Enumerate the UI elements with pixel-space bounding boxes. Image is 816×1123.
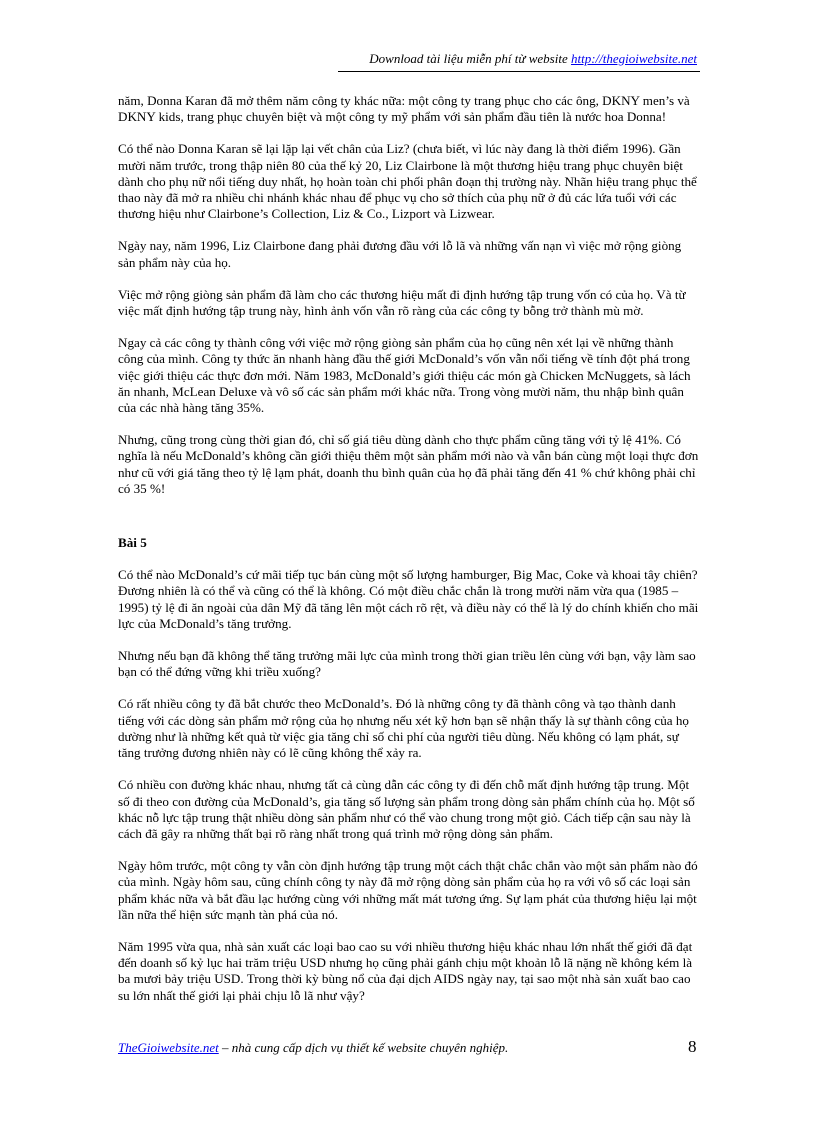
paragraph: Có rất nhiều công ty đã bắt chước theo McDonald’s. Đó là những công ty đã thành công và tạo thành danh tiếng với các dòng sản phẩm mở rộng của họ nhưng nếu xét kỹ hơn bạn sẽ nhận thấy là sự thành công của họ dường như là những kết quả từ việc gia tăng chỉ số chi phí của người tiêu dùng. Nếu không có lạm phát, sự tăng trưởng đương nhiên này có lẽ cũng không thể xảy ra.: [118, 696, 689, 761]
paragraph: Nhưng nếu bạn đã không thể tăng trưởng mãi lực của mình trong thời gian triều lên cùng với bạn, vậy làm sao bạn có thể đứng vững khi triều xuống?: [118, 648, 696, 680]
paragraph: Việc mở rộng giòng sản phẩm đã làm cho các thương hiệu mất đi định hướng tập trung vốn có của họ. Và từ việc mất định hướng tập trung này, hình ảnh vốn vẫn rõ ràng của các công ty bỗng trở thành mù mờ.: [118, 286, 686, 319]
paragraph: Ngay cả các công ty thành công với việc mở rộng giòng sản phẩm của họ cũng nên xét lại về những thành công của mình. Công ty thức ăn nhanh hàng đầu thế giới McDonald’s vốn vẫn nổi tiếng về tính đột phá trong việc giới thiệu các thực đơn mới. Năm 1983, McDonald’s giới thiệu các món gà Chicken McNuggets, sà lách ăn nhanh, McLean Deluxe và vô số các sản phẩm mới khác nữa. Trong vòng mười năm, thu nhập bình quân của các nhà hàng tăng 35%.: [118, 335, 691, 416]
paragraph: Năm 1995 vừa qua, nhà sản xuất các loại bao cao su với nhiều thương hiệu khác nhau lớn nhất thế giới đã đạt đến doanh số kỷ lục hai trăm triệu USD nhưng họ cũng phải gánh chịu một khoản lỗ lã nặng nề không kém là ba mươi bảy triệu USD. Trong thời kỳ bùng nổ của đại dịch AIDS ngày nay, tại sao một nhà sản xuất bao cao su lớn nhất thế giới lại phải chịu lỗ lã như vậy?: [118, 938, 693, 1003]
footer-text: – nhà cung cấp dịch vụ thiết kế website chuyên nghiệp.: [218, 1040, 509, 1055]
paragraph: Có thể nào McDonald’s cứ mãi tiếp tục bán cùng một số lượng hamburger, Big Mac, Coke và khoai tây chiên? Đương nhiên là có thể và cũng có thể là không. Có một điều chắc chắn là trong mười năm vừa qua (1985 – 1995) tỷ lệ đi ăn ngoài của dân Mỹ đã tăng lên một cách rõ rệt, và điều này có thể là lý do chính khiến cho mãi lực của McDonald’s tăng trưởng.: [118, 567, 699, 631]
page-number: 8: [688, 1037, 697, 1056]
document-body: [118, 93, 700, 1004]
footer-link[interactable]: TheGioiwebsite.net: [118, 1040, 219, 1055]
header-link[interactable]: http://thegioiwebsite.net: [570, 51, 697, 66]
page-header: [118, 50, 697, 67]
page-footer: [118, 1039, 700, 1056]
paragraph: Nhưng, cũng trong cùng thời gian đó, chỉ số giá tiêu dùng dành cho thực phẩm cũng tăng với tỷ lệ 41%. Có nghĩa là nếu McDonald’s không cần giới thiệu thêm một sản phẩm mới nào và vẫn bán cùng một loại thực đơn như cũ với giá tăng theo tỷ lệ lạm phát, doanh thu bình quân của họ đã phải tăng đến 41 % chứ không phải chỉ có 35 %!: [118, 432, 699, 496]
header-text: Download tài liệu miễn phí từ website: [369, 51, 571, 66]
header-rule: [338, 71, 700, 72]
paragraph: năm, Donna Karan đã mở thêm năm công ty khác nữa: một công ty trang phục cho các ông, DKNY men’s và DKNY kids, trang phục chuyên biệt và một công ty mỹ phẩm với sản phẩm đầu tiên là nước hoa Donna!: [118, 93, 690, 125]
paragraph: Ngày hôm trước, một công ty vẫn còn định hướng tập trung một cách thật chắc chắn vào một sản phẩm nào đó của mình. Ngày hôm sau, cũng chính công ty này đã mở rộng dòng sản phẩm của họ ra với vô số các loại sản phẩm khác nữa và bắt đầu lạc hướng cùng với những mất mát tương ứng. Sự lạm phát của thương hiệu lại một lần nữa thể hiện sức mạnh tàn phá của nó.: [118, 858, 698, 922]
paragraph: Có nhiều con đường khác nhau, nhưng tất cả cùng dẫn các công ty đi đến chỗ mất định hướng tập trung. Một số đi theo con đường của McDonald’s, gia tăng số lượng sản phẩm trong dòng sản phẩm chính của họ. Một số khác nỗ lực tập trung thật nhiều dòng sản phẩm như có thể vào chung trong một giỏ. Cách tiếp cận sau này là cách đã gây ra những thất bại rõ ràng nhất trong quá trình mở rộng dòng sản phẩm.: [118, 777, 695, 841]
section-heading: Bài 5: [118, 535, 147, 551]
paragraph: Có thể nào Donna Karan sẽ lại lặp lại vết chân của Liz? (chưa biết, vì lúc này đang là thời điểm 1996). Gần mười năm trước, trong thập niên 80 của thế kỷ 20, Liz Clairbone là một thương hiệu trang phục chuyên biệt dành cho phụ nữ nổi tiếng duy nhất, họ hoàn toàn chi phối phân đoạn thị trường này. Nhãn hiệu trang phục thể thao này đã mở ra nhiều chi nhánh khác nhau để phục vụ cho sở thích của phụ nữ ở đủ các lứa tuổi với các thương hiệu như Clairbone’s Collection, Liz & Co., Lizport và Lizwear.: [118, 141, 697, 222]
paragraph: Ngày nay, năm 1996, Liz Clairbone đang phải đương đầu với lỗ lã và những vấn nạn vì việc mở rộng giòng sản phẩm này của họ.: [118, 238, 682, 270]
